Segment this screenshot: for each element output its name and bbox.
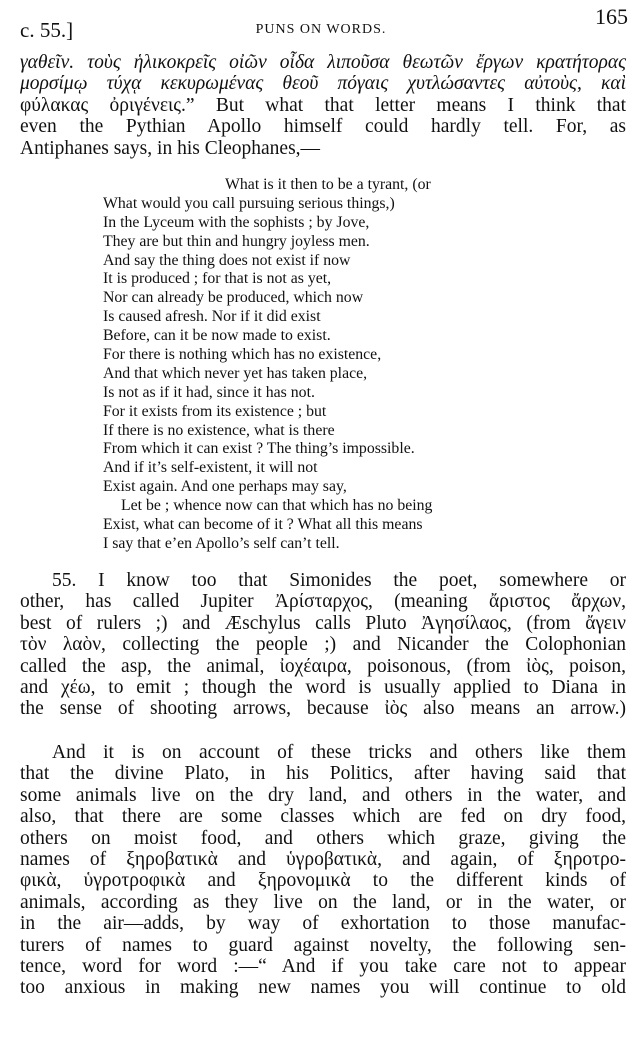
running-head-chapter: c. 55.]: [20, 18, 74, 42]
page-number: 165: [595, 4, 628, 29]
text-line: also, that there are some classes which are fed on dry food,: [20, 806, 626, 828]
verse-quotation: [103, 176, 553, 554]
verse-line: What would you call pursuing serious things,): [103, 194, 395, 212]
text-line: others on moist food, and others which graze, giving the: [20, 827, 626, 849]
verse-line: And if it’s self-existent, it will not: [103, 459, 318, 477]
verse-line: For it exists from its existence ; but: [103, 402, 327, 420]
text-line: called the asp, the animal, ἰοχέαιρα, poisonous, (from ἰὸς, poison,: [20, 655, 626, 677]
text-line: γαθεῖν. τοὺς ἡλικοκρεῖς οἰῶν οἶδα λιποῦσα θεωτῶν ἔργων κρατήτορας: [20, 52, 626, 73]
verse-line: Exist again. And one perhaps may say,: [103, 478, 347, 496]
text-line: φικὰ, ὑγροτροφικὰ and ξηρονομικὰ to the different kinds of: [20, 870, 626, 892]
verse-line: What is it then to be a tyrant, (or: [225, 176, 431, 193]
section-55-paragraph: [20, 570, 626, 720]
text-line: names of ξηροβατικὰ and ὑγροβατικὰ, and again, of ξηροτρο-: [20, 848, 626, 870]
text-line: τὸν λαὸν, collecting the people ;) and Nicander the Colophonian: [20, 634, 626, 656]
intro-paragraph: [20, 52, 626, 159]
text-line: tence, word for word :—“ And if you take care not to appear: [20, 955, 626, 977]
text-line: Antiphanes says, in his Cleophanes,—: [20, 137, 321, 159]
verse-line: Is caused afresh. Nor if it did exist: [103, 308, 321, 326]
text-line: other, has called Jupiter Ἀρίσταρχος, (meaning ἄριστος ἄρχων,: [20, 591, 626, 613]
text-line: too anxious in making new names you will continue to old: [20, 977, 626, 999]
verse-line: Exist, what can become of it ? What all this means: [103, 516, 423, 534]
verse-line: If there is no existence, what is there: [103, 421, 335, 439]
running-head-title: PUNS ON WORDS.: [255, 22, 387, 37]
verse-line: Let be ; whence now can that which has no being: [121, 497, 433, 515]
verse-line: I say that e’en Apollo’s self can’t tell.: [103, 534, 340, 552]
text-line: And it is on account of these tricks and others like them: [52, 742, 626, 763]
verse-line: They are but thin and hungry joyless men.: [103, 232, 370, 250]
text-line: turers of names to guard against novelty, the following sen-: [20, 934, 626, 956]
text-line: best of rulers ;) and Æschylus calls Pluto Ἀγησίλαος, (from ἄγειν: [20, 612, 626, 634]
text-line: 55. I know too that Simonides the poet, somewhere or: [52, 570, 626, 591]
verse-line: And say the thing does not exist if now: [103, 251, 351, 269]
text-line: and χέω, to emit ; though the word is usually applied to Diana in: [20, 676, 626, 698]
verse-line: For there is nothing which has no existence,: [103, 346, 382, 364]
verse-line: It is produced ; for that is not as yet,: [103, 270, 332, 288]
text-line: animals, according as they live on the land, or in the water, or: [20, 891, 626, 913]
text-line: even the Pythian Apollo himself could hardly tell. For, as: [20, 116, 626, 138]
text-line: the sense of shooting arrows, because ἰὸς also means an arrow.): [20, 698, 626, 720]
verse-line: Nor can already be produced, which now: [103, 289, 364, 307]
text-line: φύλακας ὀριγένεις.” But what that letter means I think that: [20, 94, 626, 116]
text-line: that the divine Plato, in his Politics, after having said that: [20, 763, 626, 785]
verse-line: Before, can it be now made to exist.: [103, 327, 331, 345]
verse-line: In the Lyceum with the sophists ; by Jove,: [103, 213, 370, 231]
text-line: μορσίμῳ τύχᾳ κεκυρωμένας θεοῦ πόγαις χυτλώσαντες αὐτοὺς, καὶ: [20, 73, 626, 95]
text-line: in the air—adds, by way of exhortation to those manufac-: [20, 913, 626, 935]
verse-line: And that which never yet has taken place,: [103, 364, 368, 382]
verse-line: Is not as if it had, since it has not.: [103, 383, 315, 401]
verse-line: From which it can exist ? The thing’s impossible.: [103, 440, 415, 458]
plato-paragraph: [20, 742, 626, 999]
text-line: some animals live on the dry land, and others in the water, and: [20, 784, 626, 806]
